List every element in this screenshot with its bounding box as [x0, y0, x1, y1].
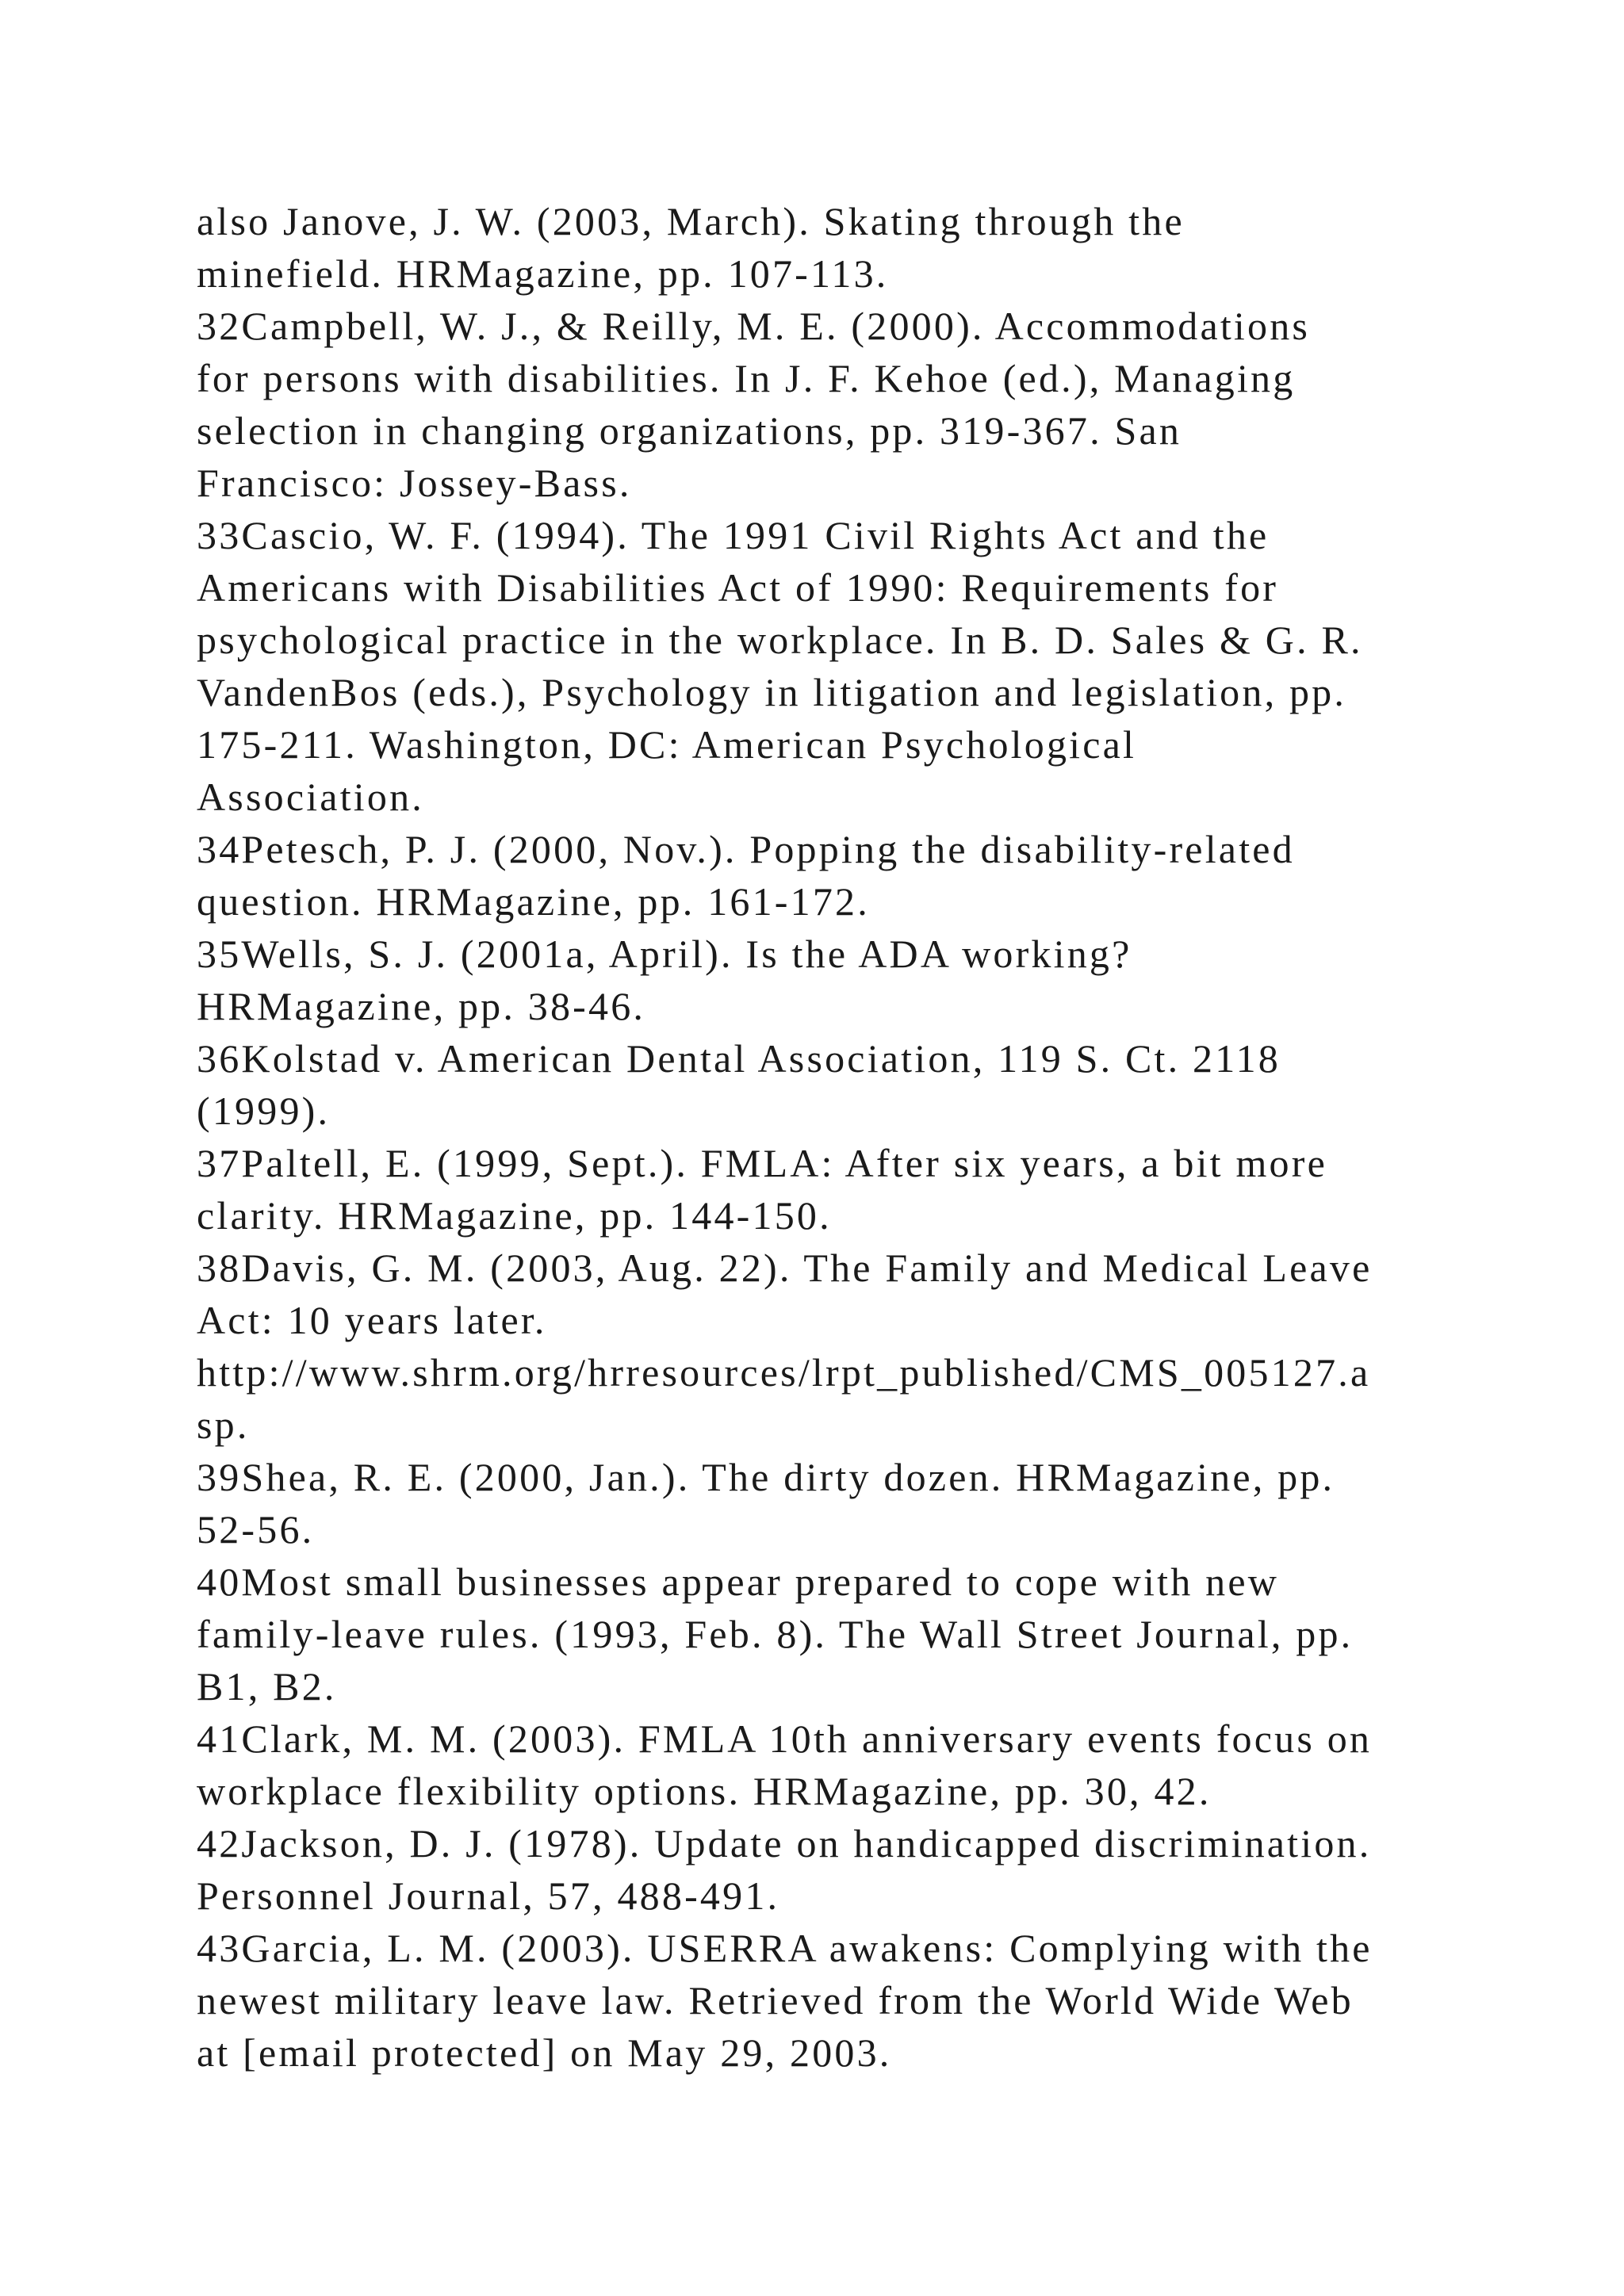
text-line: question. HRMagazine, pp. 161-172.	[197, 879, 870, 924]
text-line: also Janove, J. W. (2003, March). Skating through the	[197, 199, 1185, 243]
text-line: 42Jackson, D. J. (1978). Update on handicapped discrimination.	[197, 1821, 1372, 1866]
text-line: 41Clark, M. M. (2003). FMLA 10th anniversary events focus on	[197, 1716, 1373, 1761]
text-line: Americans with Disabilities Act of 1990: Requirements for	[197, 565, 1279, 610]
text-line: minefield. HRMagazine, pp. 107-113.	[197, 251, 889, 296]
text-line: 175-211. Washington, DC: American Psychological	[197, 722, 1137, 767]
reference-list	[197, 195, 1497, 2079]
text-line: Association.	[197, 775, 424, 819]
url-line: http://www.shrm.org/hrresources/lrpt_published/CMS_005127.a	[197, 1350, 1371, 1395]
text-line: B1, B2.	[197, 1664, 337, 1709]
text-line: VandenBos (eds.), Psychology in litigation and legislation, pp.	[197, 670, 1347, 714]
text-line: 39Shea, R. E. (2000, Jan.). The dirty dozen. HRMagazine, pp.	[197, 1455, 1335, 1499]
text-line: 36Kolstad v. American Dental Association, 119 S. Ct. 2118	[197, 1036, 1281, 1081]
text-line: selection in changing organizations, pp. 319-367. San	[197, 408, 1182, 453]
text-line: sp.	[197, 1402, 250, 1447]
text-line: workplace flexibility options. HRMagazine, pp. 30, 42.	[197, 1769, 1212, 1813]
text-line: 38Davis, G. M. (2003, Aug. 22). The Family and Medical Leave	[197, 1246, 1373, 1290]
text-line: HRMagazine, pp. 38-46.	[197, 984, 646, 1028]
text-line: 52-56.	[197, 1507, 315, 1552]
text-line: psychological practice in the workplace. In B. D. Sales & G. R.	[197, 618, 1363, 662]
text-line: newest military leave law. Retrieved from the World Wide Web	[197, 1978, 1354, 2022]
text-line: family-leave rules. (1993, Feb. 8). The Wall Street Journal, pp.	[197, 1612, 1354, 1656]
text-line: Francisco: Jossey-Bass.	[197, 461, 632, 505]
text-line: for persons with disabilities. In J. F. Kehoe (ed.), Managing	[197, 356, 1296, 400]
text-line: clarity. HRMagazine, pp. 144-150.	[197, 1193, 832, 1238]
text-line: Personnel Journal, 57, 488-491.	[197, 1873, 780, 1918]
text-line: at [email protected] on May 29, 2003.	[197, 2030, 892, 2075]
text-line: 32Campbell, W. J., & Reilly, M. E. (2000). Accommodations	[197, 304, 1311, 348]
text-line: 40Most small businesses appear prepared to cope with new	[197, 1559, 1280, 1604]
text-line: Act: 10 years later.	[197, 1298, 547, 1342]
text-line: 34Petesch, P. J. (2000, Nov.). Popping the disability-related	[197, 827, 1295, 871]
text-line: 33Cascio, W. F. (1994). The 1991 Civil Rights Act and the	[197, 513, 1270, 557]
text-line: 43Garcia, L. M. (2003). USERRA awakens: Complying with the	[197, 1926, 1373, 1970]
text-line: 35Wells, S. J. (2001a, April). Is the ADA working?	[197, 932, 1132, 976]
text-line: 37Paltell, E. (1999, Sept.). FMLA: After six years, a bit more	[197, 1141, 1327, 1185]
text-line: (1999).	[197, 1089, 331, 1133]
